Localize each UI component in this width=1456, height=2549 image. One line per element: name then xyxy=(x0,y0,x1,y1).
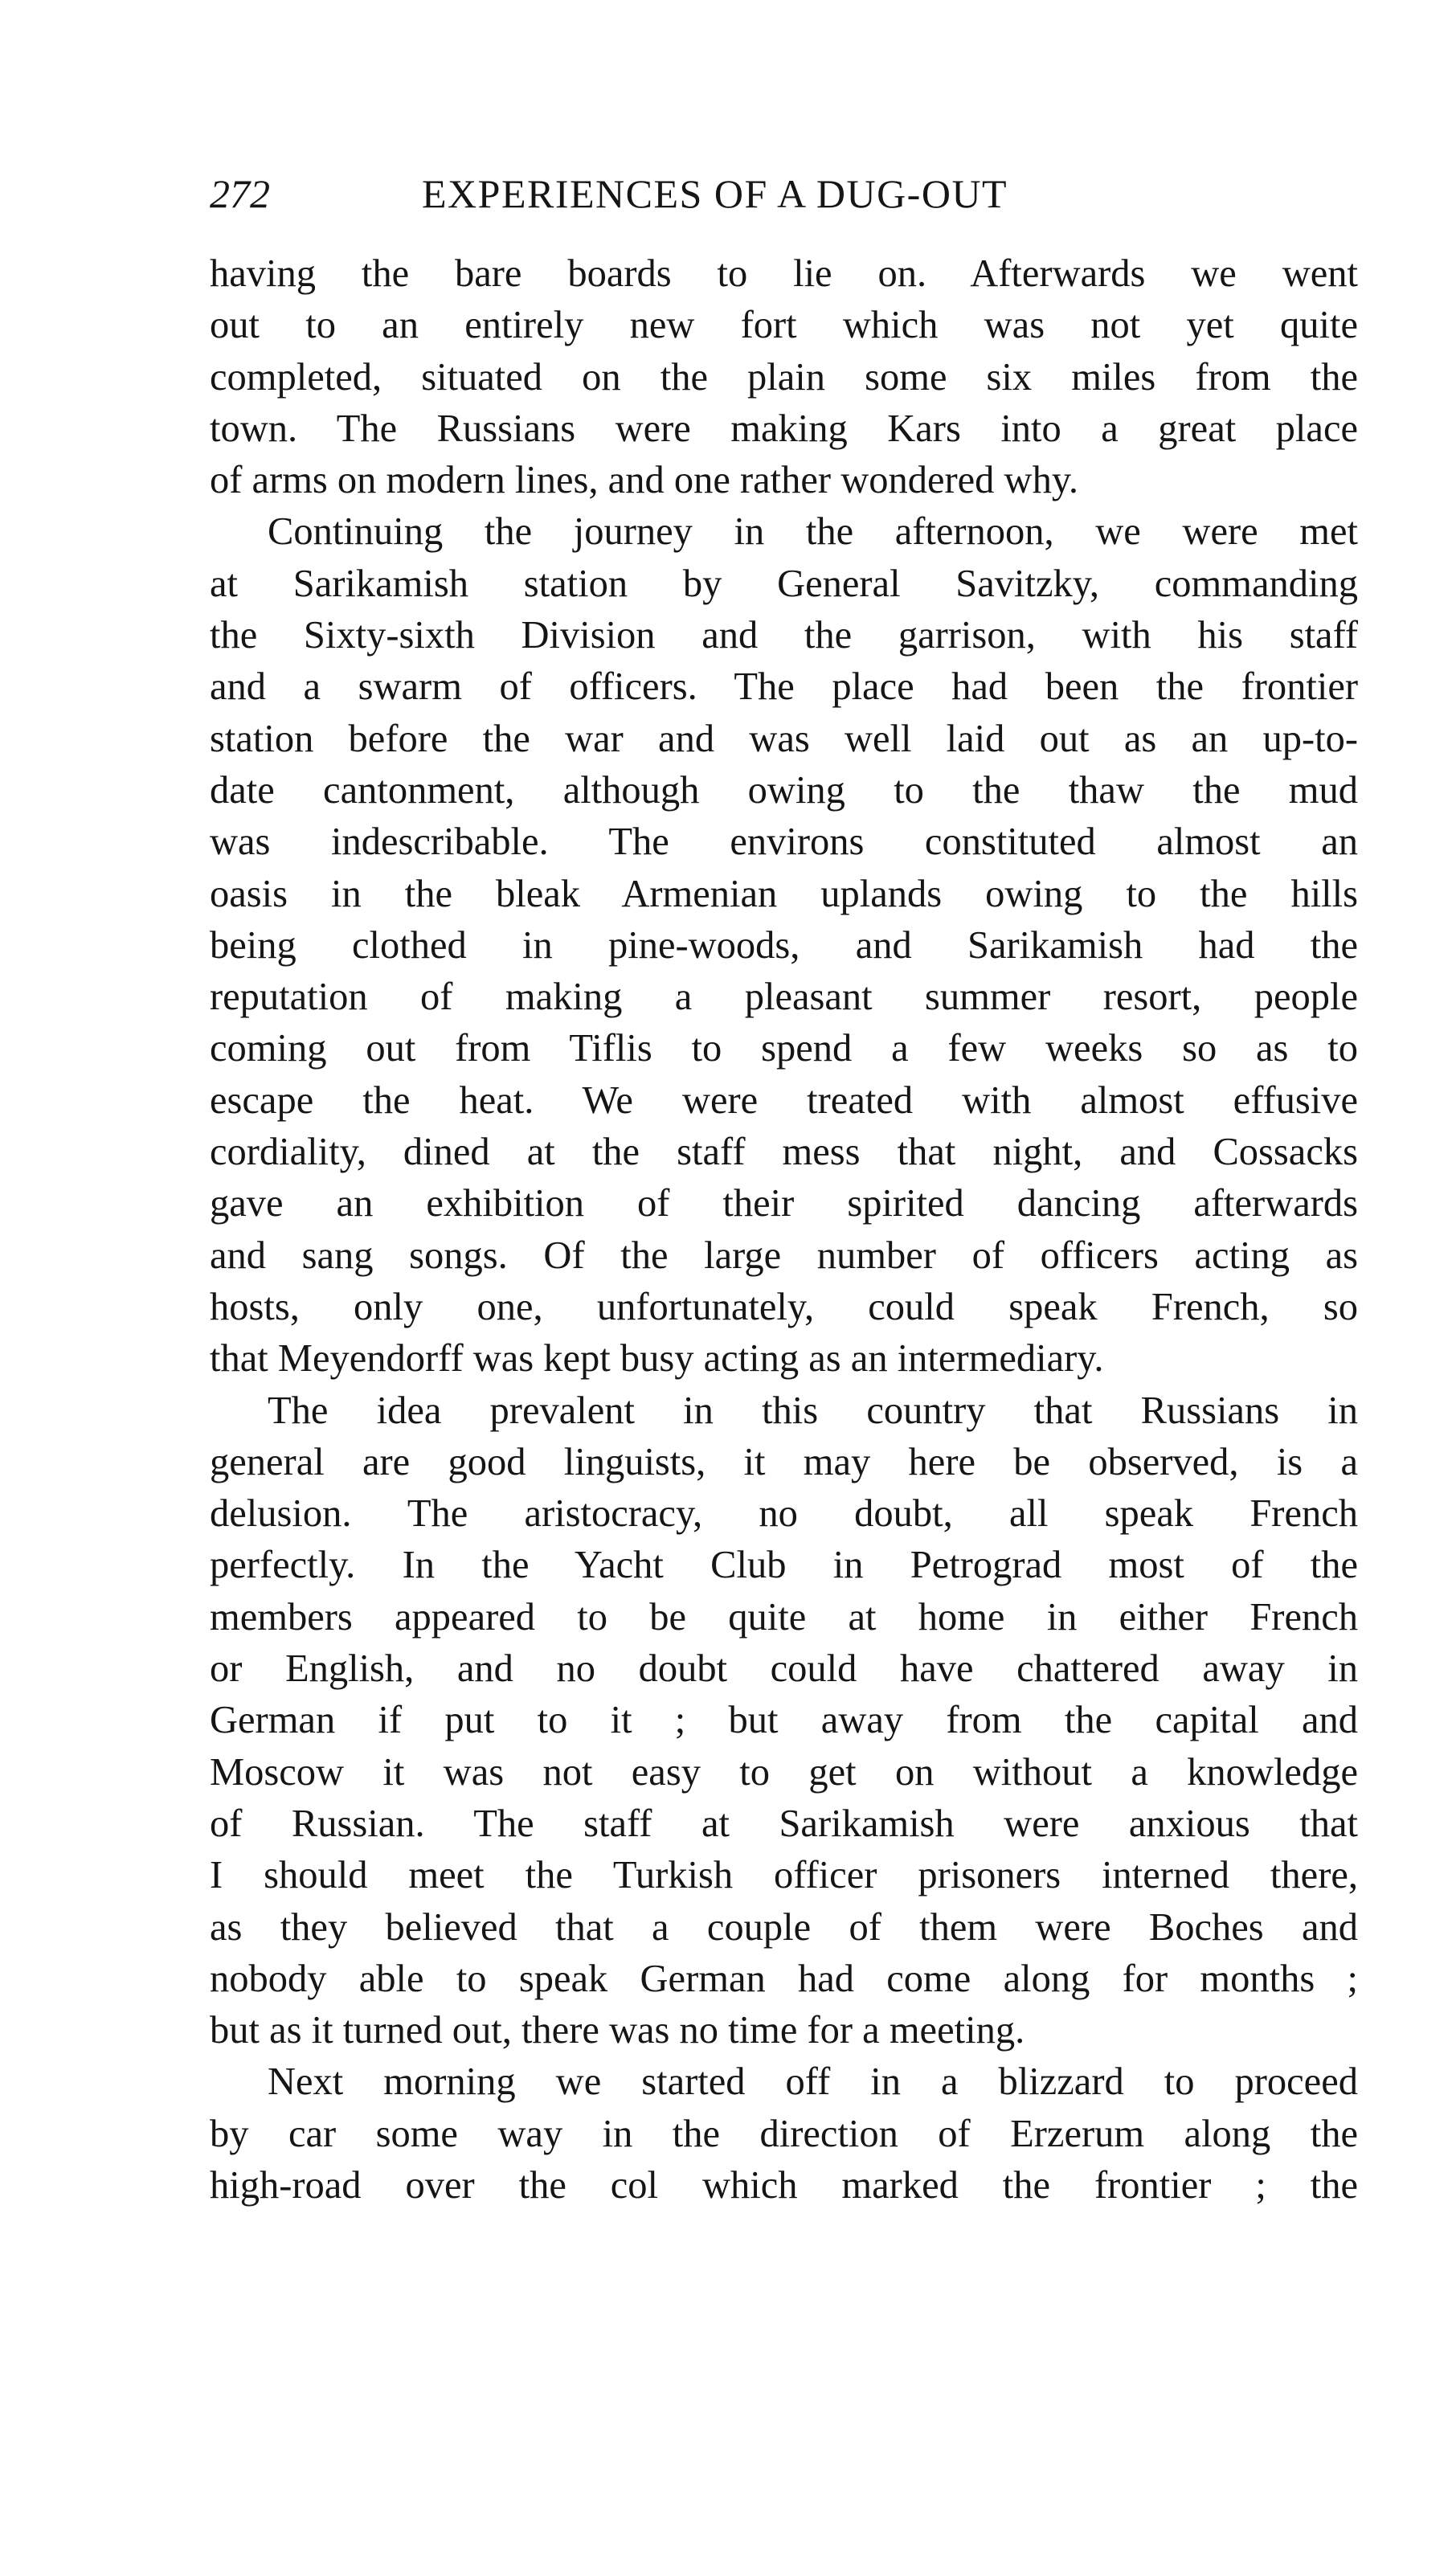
paragraph xyxy=(210,248,1358,506)
text-line: escape the heat. We were treated with almost effusive xyxy=(210,1078,1358,1122)
text-line: having the bare boards to lie on. Afterwards we went xyxy=(210,252,1358,295)
body-text xyxy=(210,248,1358,2211)
text-line: Moscow it was not easy to get on without a knowledge xyxy=(210,1750,1358,1794)
text-line: the Sixty-sixth Division and the garrison, with his staff xyxy=(210,614,1358,657)
text-line: Continuing the journey in the afternoon, we were met xyxy=(268,510,1358,554)
text-line: out to an entirely new fort which was not yet quite xyxy=(210,304,1358,347)
text-line: reputation of making a pleasant summer resort, people xyxy=(210,976,1358,1019)
text-line: gave an exhibition of their spirited dancing afterwards xyxy=(210,1182,1358,1225)
text-line: Next morning we started off in a blizzard to proceed xyxy=(268,2060,1358,2104)
text-line: cordiality, dined at the staff mess that night, and Cossacks xyxy=(210,1131,1358,1174)
paragraph xyxy=(210,1385,1358,2057)
text-line: of arms on modern lines, and one rather wondered why. xyxy=(210,459,1079,502)
text-line: but as it turned out, there was no time for a meeting. xyxy=(210,2009,1025,2052)
text-line: and sang songs. Of the large number of officers acting as xyxy=(210,1234,1358,1277)
text-line: date cantonment, although owing to the thaw the mud xyxy=(210,768,1358,812)
text-line: as they believed that a couple of them were Boches and xyxy=(210,1905,1358,1949)
text-line: delusion. The aristocracy, no doubt, all speak French xyxy=(210,1492,1358,1536)
text-line: hosts, only one, unfortunately, could speak French, so xyxy=(210,1285,1358,1328)
text-line: that Meyendorff was kept busy acting as an intermediary. xyxy=(210,1337,1104,1381)
text-line: The idea prevalent in this country that Russians in xyxy=(268,1389,1358,1432)
text-line: station before the war and was well laid out as an up-to- xyxy=(210,717,1358,760)
running-title: EXPERIENCES OF A DUG-OUT xyxy=(422,171,1008,216)
text-line: or English, and no doubt could have chattered away in xyxy=(210,1647,1358,1691)
text-line: perfectly. In the Yacht Club in Petrograd most of the xyxy=(210,1544,1358,1587)
paragraph xyxy=(210,506,1358,1385)
text-line: completed, situated on the plain some six miles from the xyxy=(210,355,1358,399)
text-line: general are good linguists, it may here be observed, is a xyxy=(210,1440,1358,1483)
text-line: coming out from Tiflis to spend a few weeks so as to xyxy=(210,1027,1358,1070)
text-line: being clothed in pine-woods, and Sarikamish had the xyxy=(210,923,1358,967)
text-line: I should meet the Turkish officer prisoners interned there, xyxy=(210,1854,1358,1897)
text-line: of Russian. The staff at Sarikamish were anxious that xyxy=(210,1802,1358,1845)
paragraph xyxy=(210,2056,1358,2211)
text-line: town. The Russians were making Kars into a great place xyxy=(210,407,1358,450)
text-line: high-road over the col which marked the frontier ; the xyxy=(210,2163,1358,2207)
text-line: by car some way in the direction of Erzerum along the xyxy=(210,2112,1358,2155)
text-line: and a swarm of officers. The place had been the frontier xyxy=(210,665,1358,709)
text-line: German if put to it ; but away from the capital and xyxy=(210,1699,1358,1742)
text-line: oasis in the bleak Armenian uplands owing to the hills xyxy=(210,872,1358,915)
text-line: at Sarikamish station by General Savitzky, commanding xyxy=(210,562,1358,605)
page-number: 272 xyxy=(210,171,270,216)
text-line: nobody able to speak German had come along for months ; xyxy=(210,1957,1358,2000)
text-line: was indescribable. The environs constituted almost an xyxy=(210,820,1358,864)
text-line: members appeared to be quite at home in either French xyxy=(210,1595,1358,1639)
running-head xyxy=(210,166,1358,222)
